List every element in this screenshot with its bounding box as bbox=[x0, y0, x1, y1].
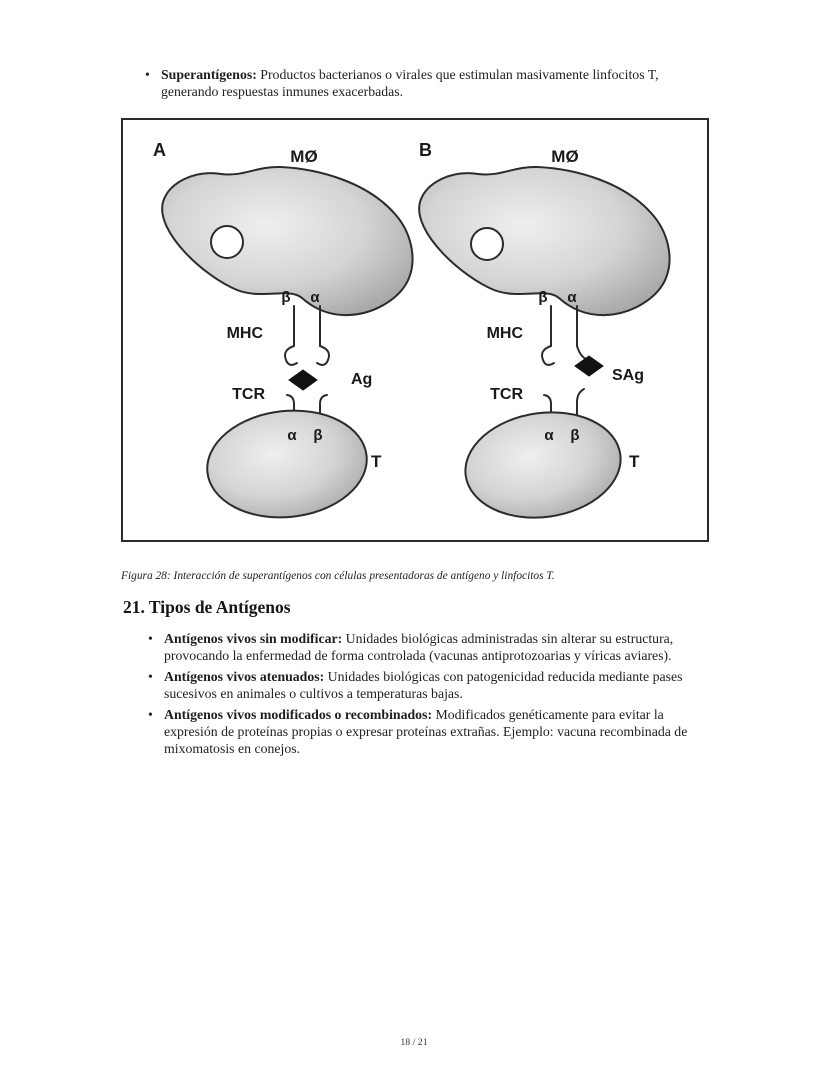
superantigen-diagram bbox=[123, 120, 707, 540]
tcr-label-a: TCR bbox=[232, 386, 265, 403]
t-cell-label-a: T bbox=[371, 452, 382, 471]
panel-a bbox=[153, 140, 413, 525]
bullet-term: Antígenos vivos sin modificar: bbox=[164, 631, 343, 646]
tcr-beta-label-a: β bbox=[313, 427, 323, 444]
bullet-term: Antígenos vivos atenuados: bbox=[164, 668, 325, 684]
figure-28-diagram bbox=[121, 118, 709, 542]
list-item-vivos-atenuados bbox=[146, 668, 694, 703]
mhc-label-b: MHC bbox=[486, 325, 523, 342]
t-cell-shape-a bbox=[202, 403, 372, 525]
bullet-term: Superantígenos: bbox=[161, 67, 257, 82]
section-heading: 21. Tipos de Antígenos bbox=[123, 597, 291, 617]
tcr-label-b: TCR bbox=[490, 386, 523, 403]
mhc-alpha-label-b: α bbox=[567, 289, 577, 306]
antigen-diamond-b bbox=[575, 356, 603, 376]
tcr-alpha-label-b: α bbox=[544, 427, 554, 444]
mhc-beta-label-a: β bbox=[281, 289, 291, 306]
mhc-groove-right-b bbox=[577, 346, 586, 359]
bullet-text: Modificados genéticamente para evitar la expresión de proteínas propias o expresar proteínas extrañas. Ejemplo: vacuna recombinada de mixomatosis en conejos. bbox=[164, 706, 688, 757]
mhc-beta-label-b: β bbox=[538, 289, 548, 306]
antigen-types-list bbox=[146, 630, 694, 761]
intro-bullet-list bbox=[143, 66, 688, 104]
mhc-groove-left-b bbox=[542, 346, 554, 365]
t-cell-label-b: T bbox=[629, 452, 640, 471]
mhc-label-a: MHC bbox=[226, 325, 263, 342]
panel-a-label: A bbox=[153, 140, 166, 160]
panel-b bbox=[419, 140, 670, 527]
antigen-diamond-a bbox=[289, 370, 317, 390]
macrophage-nucleus-a bbox=[211, 226, 243, 258]
figure-caption: Figura 28: Interacción de superantígenos con células presentadoras de antígeno y linfocitos T. bbox=[121, 570, 555, 582]
list-item-vivos-sin-modificar bbox=[146, 630, 694, 665]
macrophage-nucleus-b bbox=[471, 228, 503, 260]
antigen-label-a: Ag bbox=[351, 371, 373, 388]
mhc-alpha-label-a: α bbox=[310, 289, 320, 306]
panel-b-label: B bbox=[419, 140, 432, 160]
antigen-label-b: SAg bbox=[612, 367, 644, 384]
bullet-text: Unidades biológicas con patogenicidad reducida mediante pases sucesivos en animales o cultivos a temperaturas bajas. bbox=[164, 668, 683, 702]
bullet-text: Unidades biológicas administradas sin alterar su estructura, provocando la enfermedad de forma controlada (vacunas antiprotozoarias y víricas aviares). bbox=[164, 631, 674, 664]
bullet-text: Productos bacterianos o virales que estimulan masivamente linfocitos T, generando respuestas inmunes exacerbadas. bbox=[161, 67, 659, 100]
page-number: 18 / 21 bbox=[400, 1037, 428, 1048]
macrophage-label-b: MØ bbox=[551, 147, 579, 166]
tcr-beta-label-b: β bbox=[570, 427, 580, 444]
mhc-groove-left-a bbox=[285, 346, 297, 365]
mhc-groove-right-a bbox=[317, 346, 329, 365]
tcr-alpha-label-a: α bbox=[287, 427, 297, 444]
list-item-superantigenos bbox=[143, 66, 688, 101]
bullet-term: Antígenos vivos modificados o recombinados: bbox=[164, 706, 433, 722]
list-item-vivos-modificados bbox=[146, 706, 694, 758]
macrophage-label-a: MØ bbox=[290, 147, 318, 166]
t-cell-shape-b bbox=[459, 403, 628, 528]
